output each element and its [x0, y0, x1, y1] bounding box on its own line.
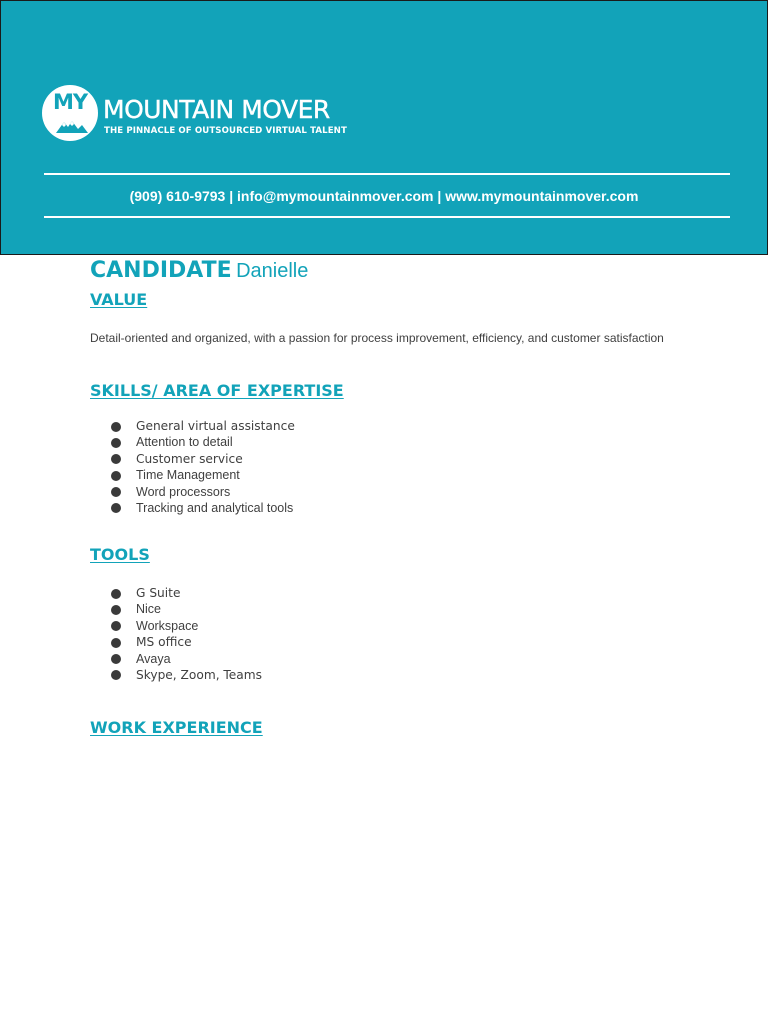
bullet-dot-icon — [111, 503, 121, 513]
bullet-dot-icon — [111, 621, 121, 631]
tools-list — [111, 585, 262, 683]
list-item: Time Management — [111, 467, 295, 483]
bullet-dot-icon — [111, 589, 121, 599]
candidate-name: Danielle — [236, 260, 309, 282]
contact-line: (909) 610-9793 | info@mymountainmover.com | www.mymountainmover.com — [129, 188, 639, 204]
header-divider-bottom — [44, 216, 730, 218]
candidate-title — [90, 258, 308, 283]
mountain-logo-icon — [42, 85, 98, 141]
tools-heading: TOOLS — [90, 545, 150, 564]
list-item: Nice — [111, 601, 262, 617]
brand-tagline: THE PINNACLE OF OUTSOURCED VIRTUAL TALENT — [104, 126, 347, 136]
value-heading: VALUE — [90, 290, 148, 309]
header-divider-top — [44, 173, 730, 175]
skills-heading: SKILLS/ AREA OF EXPERTISE — [90, 381, 344, 400]
bullet-dot-icon — [111, 422, 121, 432]
brand-name: MOUNTAIN MOVER — [103, 95, 330, 124]
bullet-dot-icon — [111, 454, 121, 464]
list-item: Skype, Zoom, Teams — [111, 667, 262, 683]
candidate-label: CANDIDATE — [90, 258, 232, 283]
list-item: MS office — [111, 634, 262, 650]
list-item: G Suite — [111, 585, 262, 601]
list-item: Word processors — [111, 484, 295, 500]
bullet-dot-icon — [111, 471, 121, 481]
list-item: General virtual assistance — [111, 418, 295, 434]
skills-list — [111, 418, 295, 516]
bullet-dot-icon — [111, 654, 121, 664]
list-item: Tracking and analytical tools — [111, 500, 295, 516]
list-item: Avaya — [111, 651, 262, 667]
logo-mark-text: MY — [52, 90, 88, 114]
bullet-dot-icon — [111, 438, 121, 448]
bullet-dot-icon — [111, 487, 121, 497]
header-banner — [0, 0, 768, 255]
bullet-dot-icon — [111, 670, 121, 680]
bullet-dot-icon — [111, 605, 121, 615]
list-item: Attention to detail — [111, 434, 295, 450]
value-text: Detail-oriented and organized, with a passion for process improvement, efficiency, and customer satisfaction — [90, 331, 664, 345]
bullet-dot-icon — [111, 638, 121, 648]
list-item: Workspace — [111, 618, 262, 634]
work-experience-heading: WORK EXPERIENCE — [90, 718, 263, 737]
list-item: Customer service — [111, 451, 295, 467]
